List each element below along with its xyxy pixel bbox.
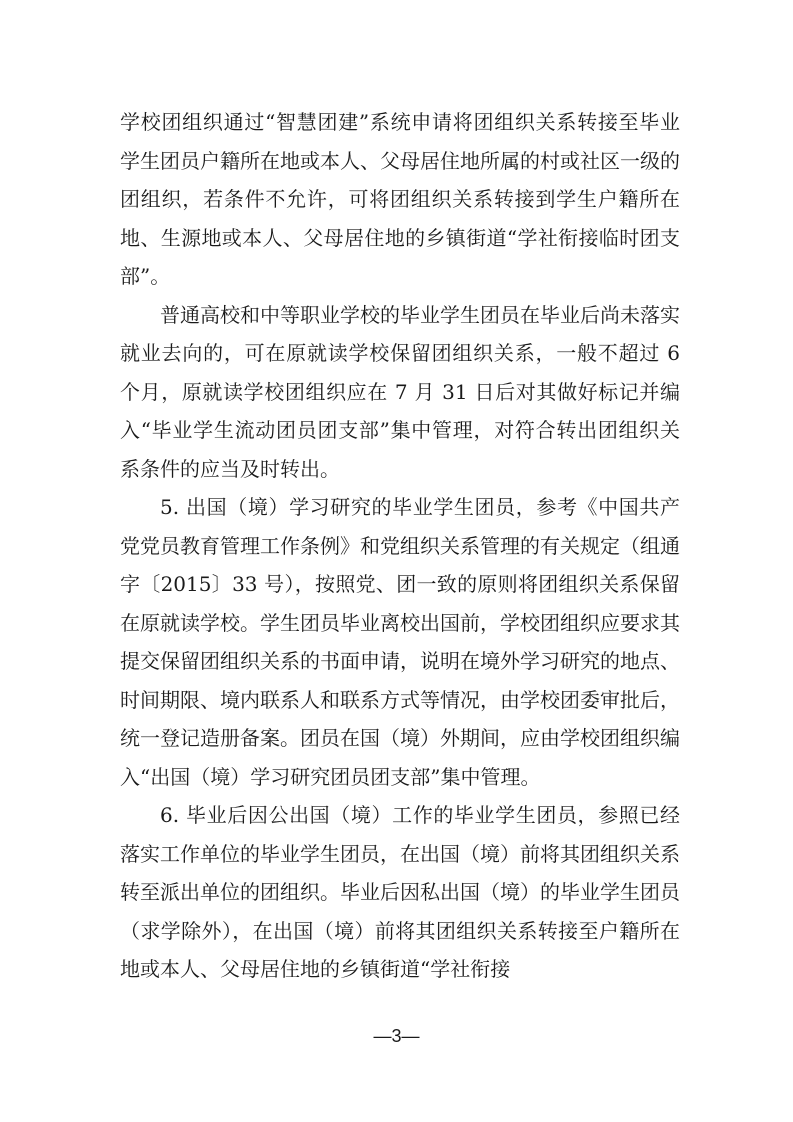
paragraph-3: 5. 出国（境）学习研究的毕业学生团员，参考《中国共产党党员教育管理工作条例》和党组织关系管理的有关规定（组通字〔2015〕33 号），按照党、团一致的原则将团组织关系保留在原就读学校。学生团员毕业离校出国前，学校团组织应要求其提交保留团组织关系的书面申请，说明在境外学习研究的地点、时间期限、境内联系人和联系方式等情况，由学校团委审批后，统一登记造册备案。团员在国（境）外期间，应由学校团组织编入“出国（境）学习研究团员团支部”集中管理。 [120, 495, 680, 789]
paragraph-4: 6. 毕业后因公出国（境）工作的毕业学生团员，参照已经落实工作单位的毕业学生团员，在出国（境）前将其团组织关系转至派出单位的团组织。毕业后因私出国（境）的毕业学生团员（求学除外），在出国（境）前将其团组织关系转接至户籍所在地或本人、父母居住地的乡镇街道“学社衔接 [120, 803, 680, 981]
paragraph-1: 学校团组织通过“智慧团建”系统申请将团组织关系转接至毕业学生团员户籍所在地或本人、父母居住地所属的村或社区一级的团组织，若条件不允许，可将团组织关系转接到学生户籍所在地、生源地或本人、父母居住地的乡镇街道“学社衔接临时团支部”。 [120, 110, 680, 288]
paragraph-2: 普通高校和中等职业学校的毕业学生团员在毕业后尚未落实就业去向的，可在原就读学校保留团组织关系，一般不超过 6 个月，原就读学校团组织应在 7 月 31 日后对其做好标记并编入“毕业学生流动团员团支部”集中管理，对符合转出团组织关系条件的应当及时转出。 [120, 302, 680, 481]
body-text [120, 103, 680, 989]
page-number: —3— [373, 1026, 420, 1046]
